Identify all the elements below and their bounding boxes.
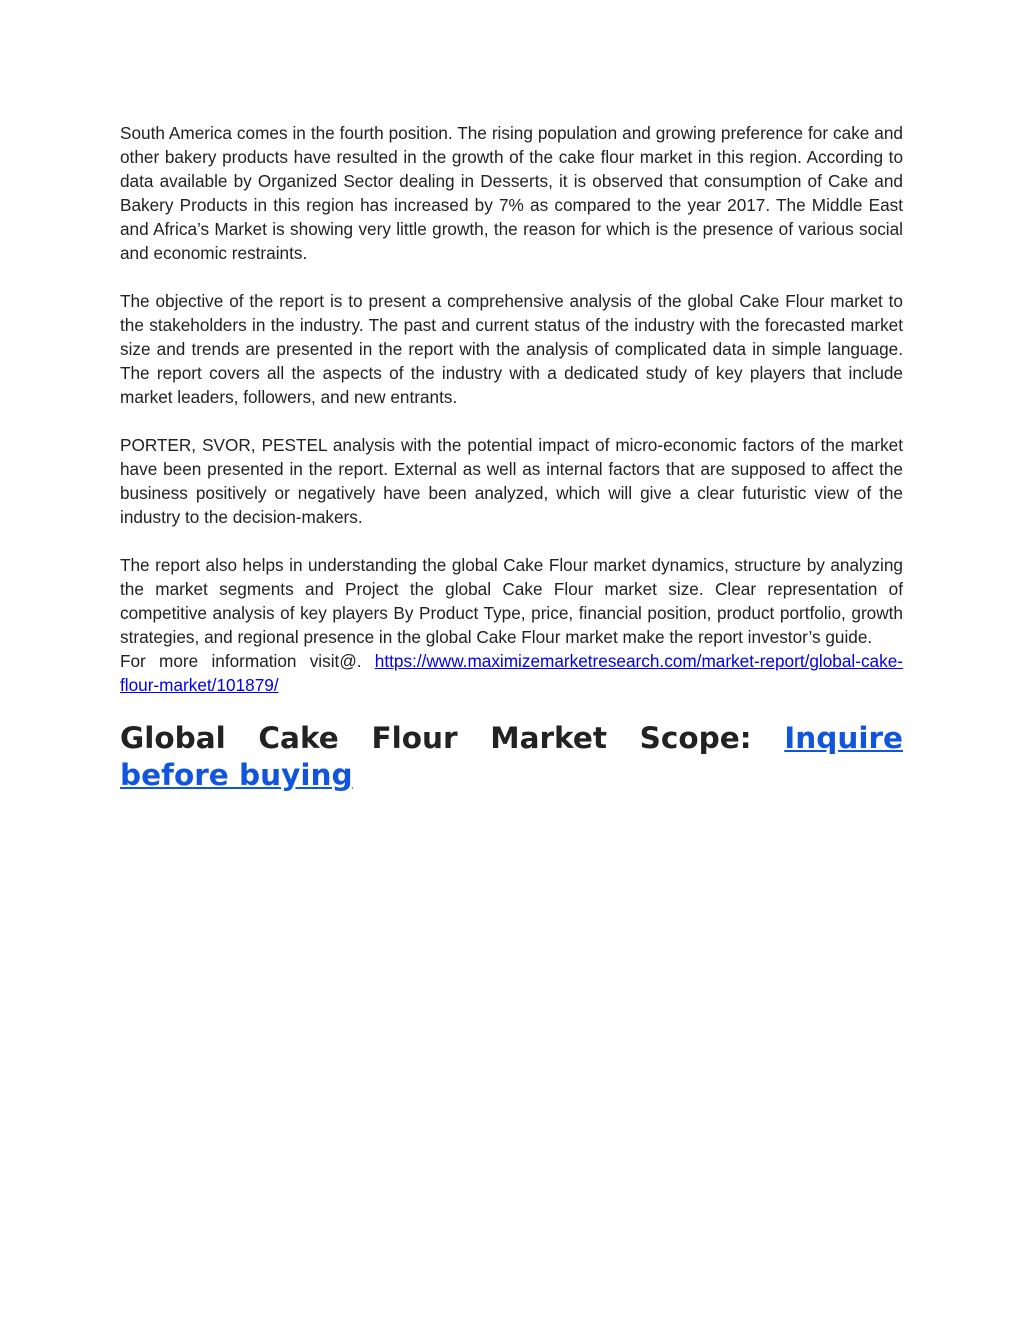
more-information-label: For more information visit@. [120,651,375,671]
paragraph-report-objective: The objective of the report is to present a comprehensive analysis of the global Cake Flour market to the stakeholders in the industry. The past and current status of the industry with the forecasted market size and trends are presented in the report with the analysis of complicated data in simple language. The report covers all the aspects of the industry with a dedicated study of key players that include market leaders, followers, and new entrants. [120,291,903,407]
section-heading [120,720,903,794]
document-page [120,121,903,794]
paragraph-south-america: South America comes in the fourth position. The rising population and growing preference for cake and other bakery products have resulted in the growth of the cake flour market in this region. According to data available by Organized Sector dealing in Desserts, it is observed that consumption of Cake and Bakery Products in this region has increased by 7% as compared to the year 2017. The Middle East and Africa’s Market is showing very little growth, the reason for which is the presence of various social and economic restraints. [120,123,903,263]
paragraph-porter-analysis: PORTER, SVOR, PESTEL analysis with the potential impact of micro-economic factors of the market have been presented in the report. External as well as internal factors that are supposed to affect the business positively or negatively have been analyzed, which will give a clear futuristic view of the industry to the decision-makers. [120,435,903,527]
report-url-link[interactable]: https://www.maximizemarketresearch.com/market-report/global-cake-flour-market/101879/ [120,651,903,695]
paragraph-market-dynamics: The report also helps in understanding the global Cake Flour market dynamics, structure by analyzing the market segments and Project the global Cake Flour market size. Clear representation of competitive analysis of key players By Product Type, price, financial position, product portfolio, growth strategies, and regional presence in the global Cake Flour market make the report investor’s guide. [120,555,903,647]
more-information-line [120,649,903,697]
inquire-before-buying-link[interactable]: Inquire before buying [120,721,903,792]
section-heading-title: Global Cake Flour Market Scope: [120,721,785,755]
